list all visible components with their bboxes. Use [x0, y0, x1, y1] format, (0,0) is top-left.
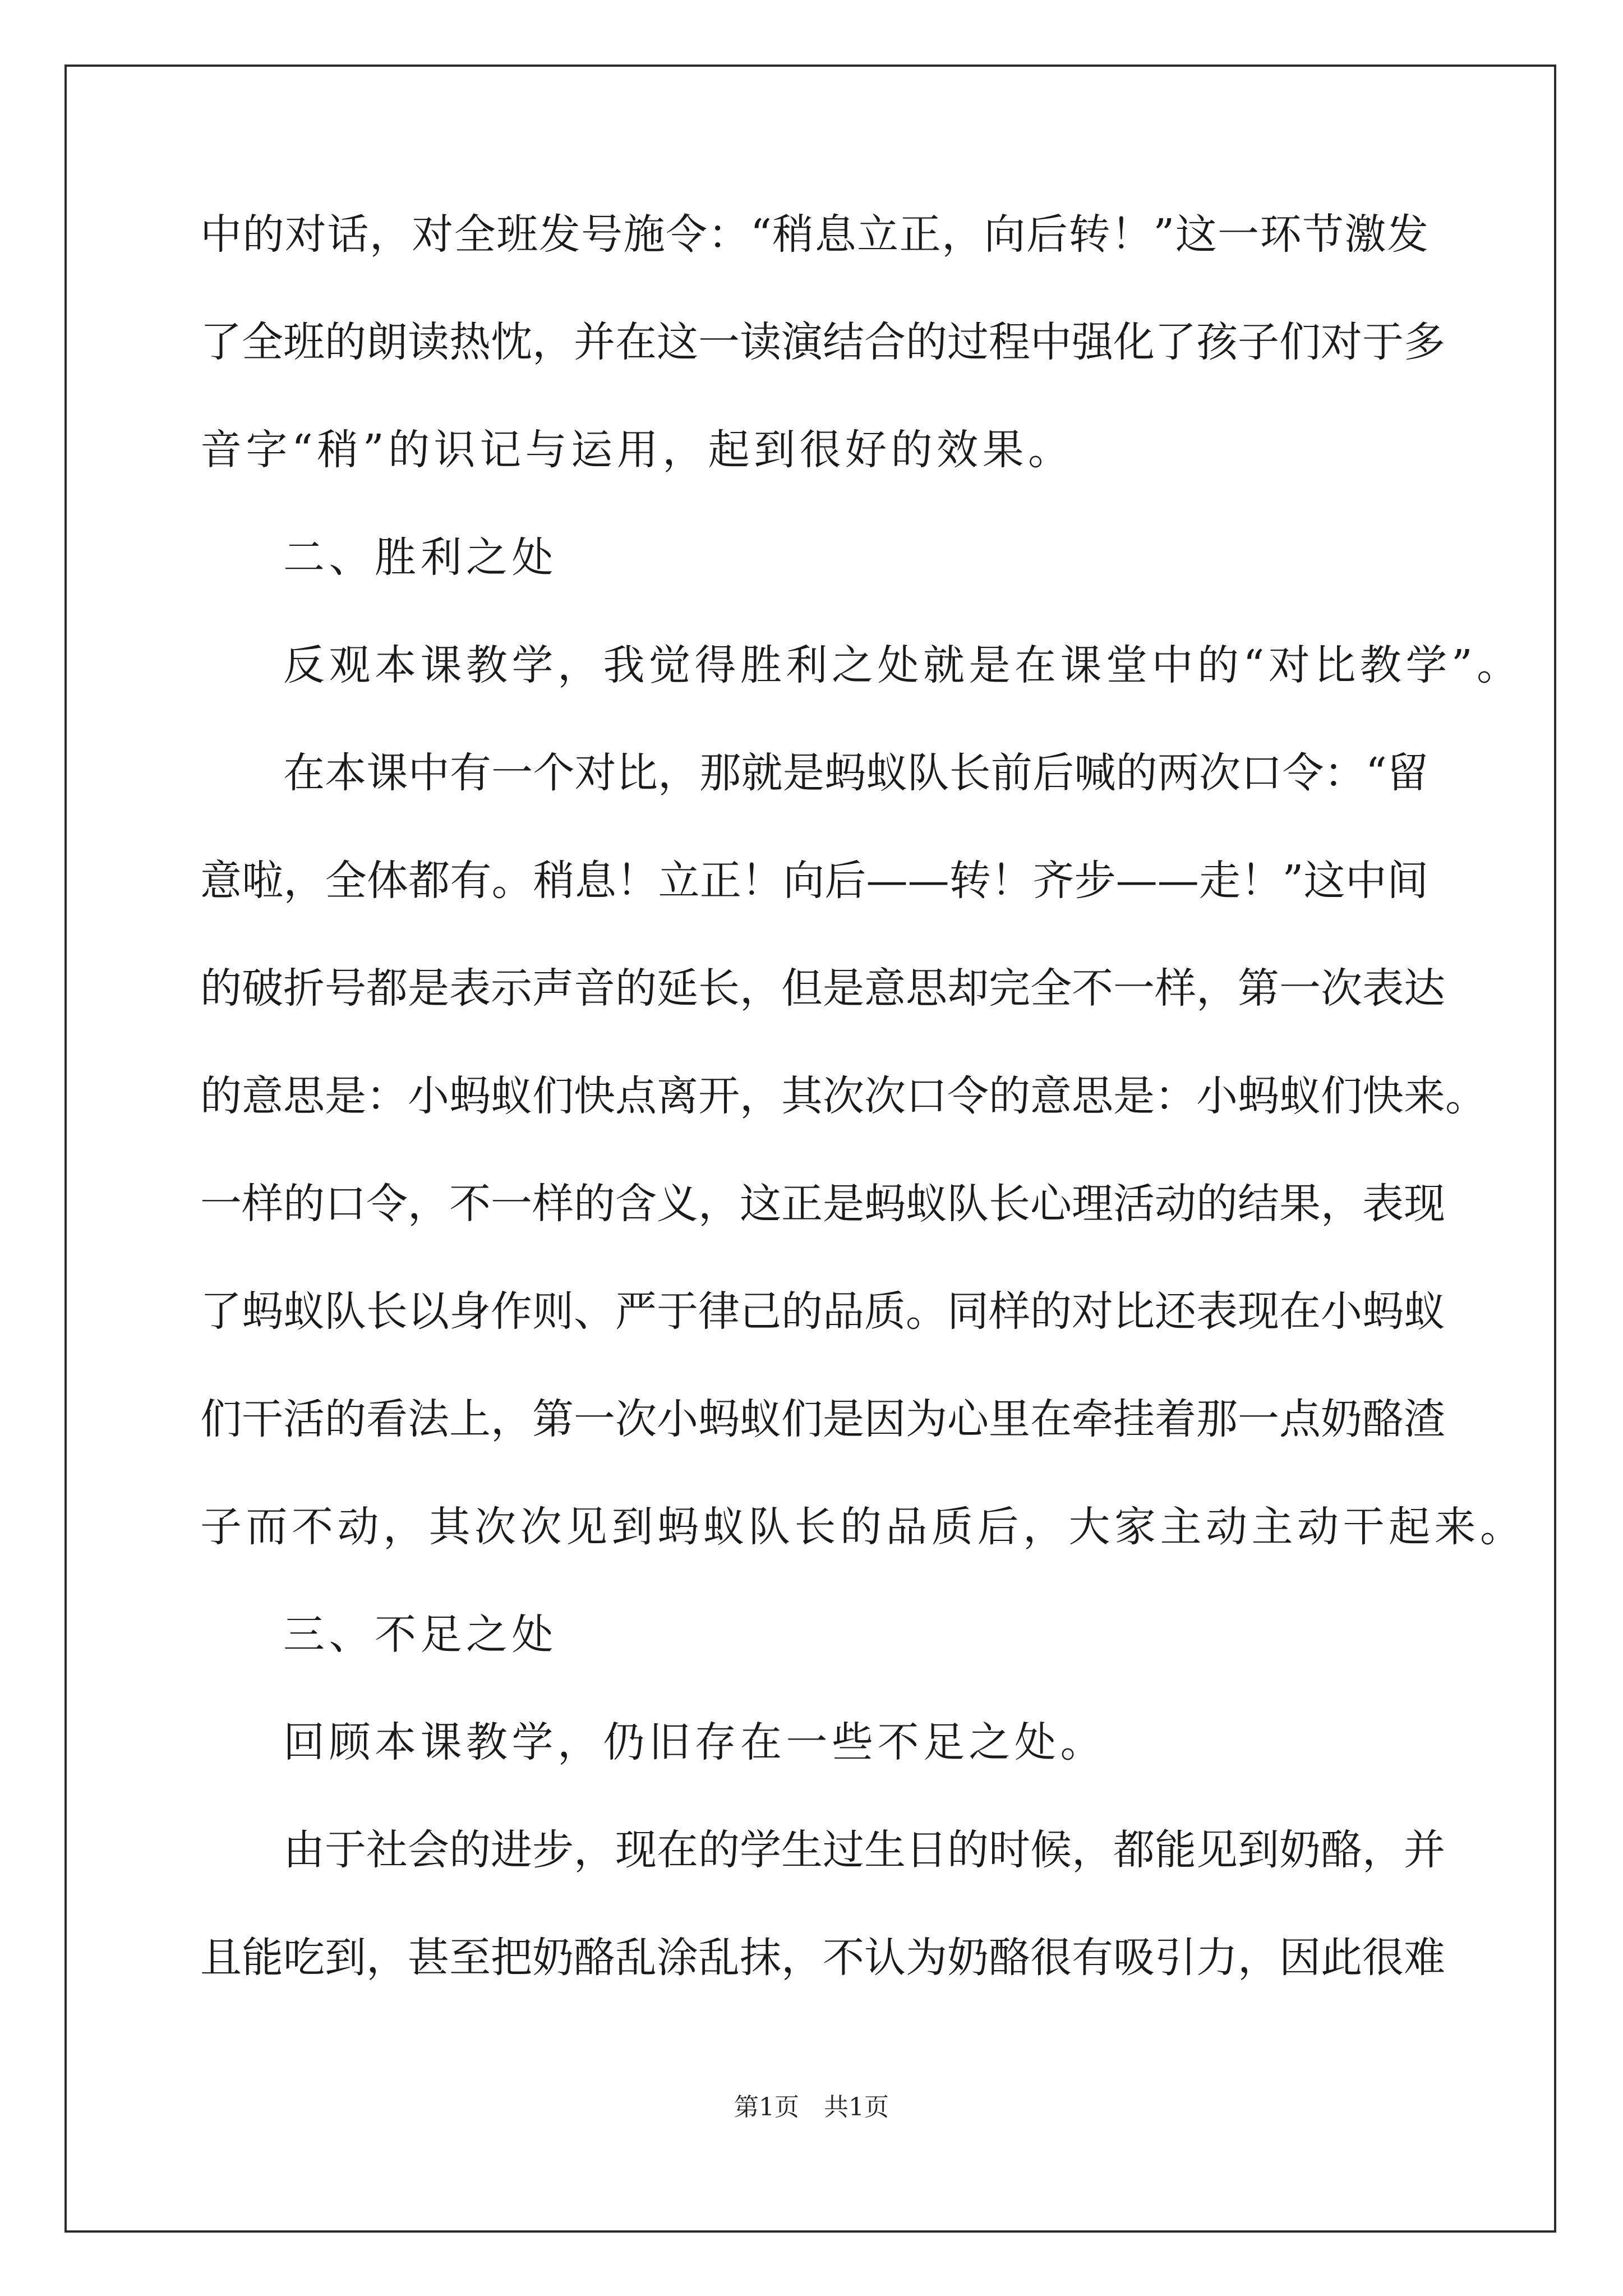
section-heading: 三、不足之处 [283, 1611, 557, 1659]
paragraph-line: 的破折号都是表示声音的延长，但是意思却完全不一样，第一次表达 [200, 964, 1445, 1013]
paragraph-line: 且能吃到，甚至把奶酪乱涂乱抹，不认为奶酪很有吸引力，因此很难 [200, 1934, 1445, 1982]
paragraph-line: 了蚂蚁队长以身作则、严于律己的品质。同样的对比还表现在小蚂蚁 [200, 1287, 1445, 1336]
paragraph-line: 在本课中有一个对比，那就是蚂蚁队长前后喊的两次口令：“留 [283, 749, 1428, 797]
paragraph-line: 子而不动，其次次见到蚂蚁队长的品质后，大家主动主动干起来。 [200, 1503, 1526, 1551]
paragraph-line: 意啦，全体都有。稍息！立正！向后——转！齐步——走！”这中间 [200, 857, 1428, 905]
paragraph-line: 由于社会的进步，现在的学生过生日的时候，都能见到奶酪，并 [283, 1826, 1445, 1874]
page-number: 第1页 共1页 [734, 2093, 889, 2122]
paragraph-line: 们干活的看法上，第一次小蚂蚁们是因为心里在牵挂着那一点奶酪渣 [200, 1395, 1445, 1443]
section-heading: 二、胜利之处 [283, 533, 557, 582]
paragraph-line: 的意思是：小蚂蚁们快点离开，其次次口令的意思是：小蚂蚁们快来。 [200, 1072, 1487, 1120]
paragraph-line: 反观本课教学，我觉得胜利之处就是在课堂中的“对比教学”。 [283, 641, 1523, 689]
paragraph-line: 一样的口令，不一样的含义，这正是蚂蚁队长心理活动的结果，表现 [200, 1180, 1445, 1228]
paragraph-line: 回顾本课教学，仍旧存在一些不足之处。 [283, 1718, 1106, 1766]
document-body [200, 210, 1526, 2045]
paragraph-line: 了全班的朗读热忱，并在这一读演结合的过程中强化了孩子们对于多 [200, 318, 1445, 366]
paragraph-line: 音字“稍”的识记与运用，起到很好的效果。 [200, 426, 1074, 474]
paragraph-line: 中的对话，对全班发号施令：“稍息立正，向后转！”这一环节激发 [200, 210, 1428, 259]
